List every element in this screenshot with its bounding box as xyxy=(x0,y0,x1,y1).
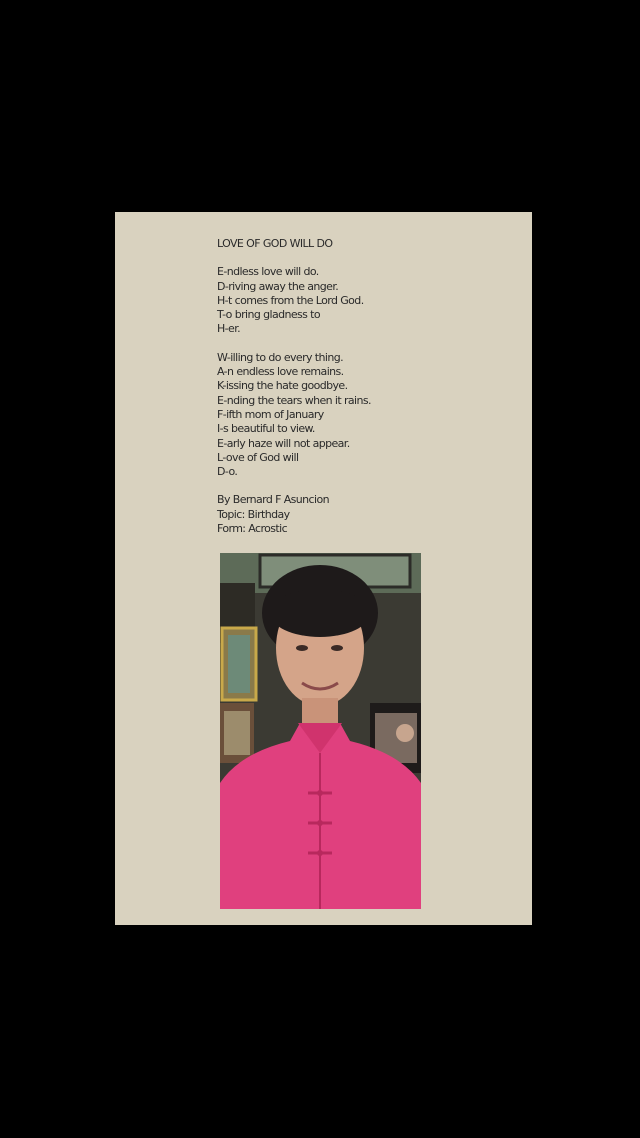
poem-line: L-ove of God will xyxy=(217,450,299,464)
poem-line: H-er. xyxy=(217,322,241,336)
poem-line: A-n endless love remains. xyxy=(217,365,344,379)
portrait-photo xyxy=(220,553,421,909)
credit-topic: Topic: Birthday xyxy=(217,507,290,521)
poem-text xyxy=(217,237,517,536)
poem-line: F-ifth mom of January xyxy=(217,407,324,421)
poem-line: D-o. xyxy=(217,465,238,479)
credit-form: Form: Acrostic xyxy=(217,522,288,536)
credit-author: By Bernard F Asuncion xyxy=(217,493,329,507)
poem-line: H-t comes from the Lord God. xyxy=(217,293,364,307)
poem-line: K-issing the hate goodbye. xyxy=(217,379,348,393)
poem-line: E-ndless love will do. xyxy=(217,265,319,279)
poem-card xyxy=(115,212,532,925)
poem-line: I-s beautiful to view. xyxy=(217,422,315,436)
poem-title: LOVE OF GOD WILL DO xyxy=(217,237,333,250)
poem-line: T-o bring gladness to xyxy=(217,308,321,322)
poem-line: D-riving away the anger. xyxy=(217,279,339,293)
poem-line: E-nding the tears when it rains. xyxy=(217,393,371,407)
poem-line: W-illing to do every thing. xyxy=(217,350,343,364)
poem-line: E-arly haze will not appear. xyxy=(217,436,350,450)
